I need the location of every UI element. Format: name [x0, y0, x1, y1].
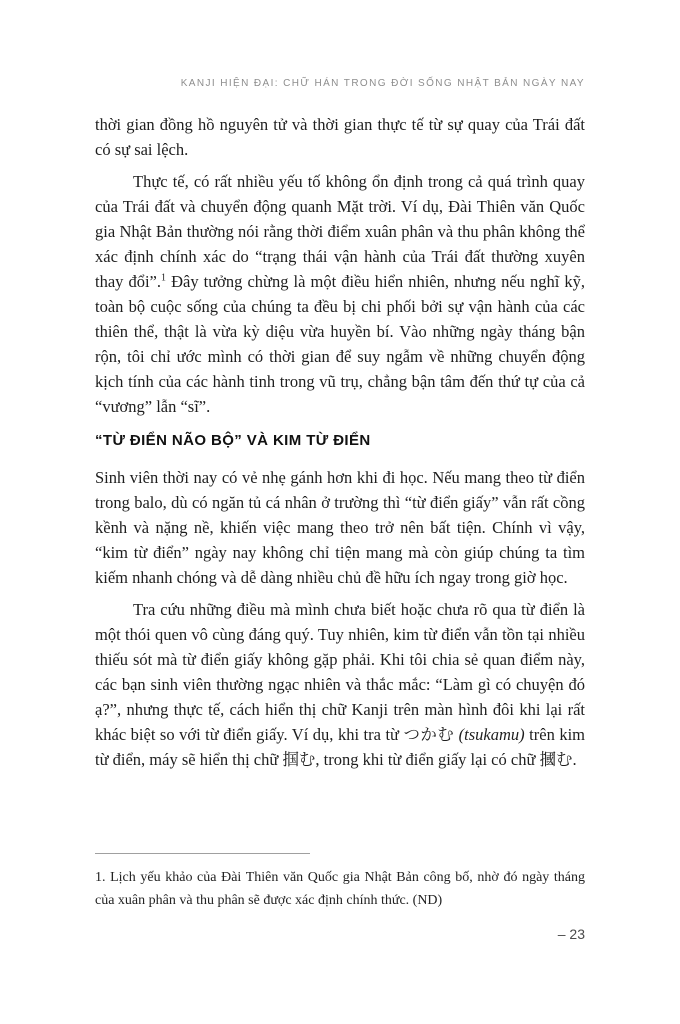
paragraph-text: Tra cứu những điều mà mình chưa biết hoặc chưa rõ qua từ điển là một thói quen vô cùng đáng quý. Tuy nhiên, kim từ điển vẫn tồn tại nhiều thiếu sót mà từ điển giấy không gặp phải. Khi tôi chia sẻ quan điểm này, các bạn sinh viên thường ngạc nhiên và thắc mắc: “Làm gì có chuyện đó ạ?”, nhưng thực tế, cách hiển thị chữ Kanji trên màn hình đôi khi lại rất khác biệt so với từ điển giấy. Ví dụ, khi tra từ つかむ	[95, 600, 585, 744]
section-heading: “TỪ ĐIỂN NÃO BỘ” VÀ KIM TỪ ĐIỂN	[95, 432, 371, 449]
paragraph-text: trên kim từ điển, máy sẽ hiển thị chữ 掴む, trong khi từ điển giấy lại có chữ 摑む.	[95, 725, 585, 769]
paragraph	[95, 465, 585, 590]
page-number: – 23	[557, 926, 585, 942]
running-header: KANJI HIỆN ĐẠI: CHỮ HÁN TRONG ĐỜI SỐNG NHẬT BẢN NGÀY NAY	[180, 78, 585, 89]
paragraph-text: Đây tưởng chừng là một điều hiển nhiên, nhưng nếu nghĩ kỹ, toàn bộ cuộc sống của chúng ta đều bị chi phối bởi sự vận hành của các thiên thể, thật là vừa kỳ diệu vừa huyền bí. Vào những ngày tháng bận rộn, tôi chỉ ước mình có thời gian để suy ngẫm về những chuyển động kịch tính của các hành tinh trong vũ trụ, chẳng bận tâm đến thứ tự của cả “vương” lẫn “sĩ”.	[95, 272, 585, 416]
paragraph-text: Sinh viên thời nay có vẻ nhẹ gánh hơn khi đi học. Nếu mang theo từ điển trong balo, dù có ngăn tủ cá nhân ở trường thì “từ điển giấy” vẫn rất cồng kềnh và nặng nề, khiến việc mang theo trở nên bất tiện. Chính vì vậy, “kim từ điển” ngày nay không chỉ tiện mang mà còn giúp chúng ta tìm kiếm nhanh chóng và dễ dàng nhiều chủ đề hữu ích ngay trong giờ học.	[95, 468, 585, 587]
paragraph-text: Thực tế, có rất nhiều yếu tố không ổn định trong cả quá trình quay của Trái đất và chuyển động quanh Mặt trời. Ví dụ, Đài Thiên văn Quốc gia Nhật Bản thường nói rằng thời điểm xuân phân và thu phân không thể xác định chính xác do “trạng thái vận hành của Trái đất thường xuyên thay đổi”.	[95, 172, 585, 291]
paragraph	[95, 169, 585, 419]
paragraph-text: thời gian đồng hồ nguyên tử và thời gian thực tế từ sự quay của Trái đất có sự sai lệch.	[95, 115, 585, 159]
romaji-italic: (tsukamu)	[458, 725, 525, 744]
footnote-block	[95, 853, 585, 912]
paragraph	[95, 597, 585, 772]
footnote-text: 1. Lịch yếu khảo của Đài Thiên văn Quốc gia Nhật Bản công bố, nhờ đó ngày tháng của xuân phân và thu phân sẽ được xác định chính thức. (ND)	[95, 870, 585, 908]
paragraph-continuation	[95, 112, 585, 162]
footnote-reference: 1	[161, 272, 167, 284]
footnote-divider	[95, 853, 310, 854]
